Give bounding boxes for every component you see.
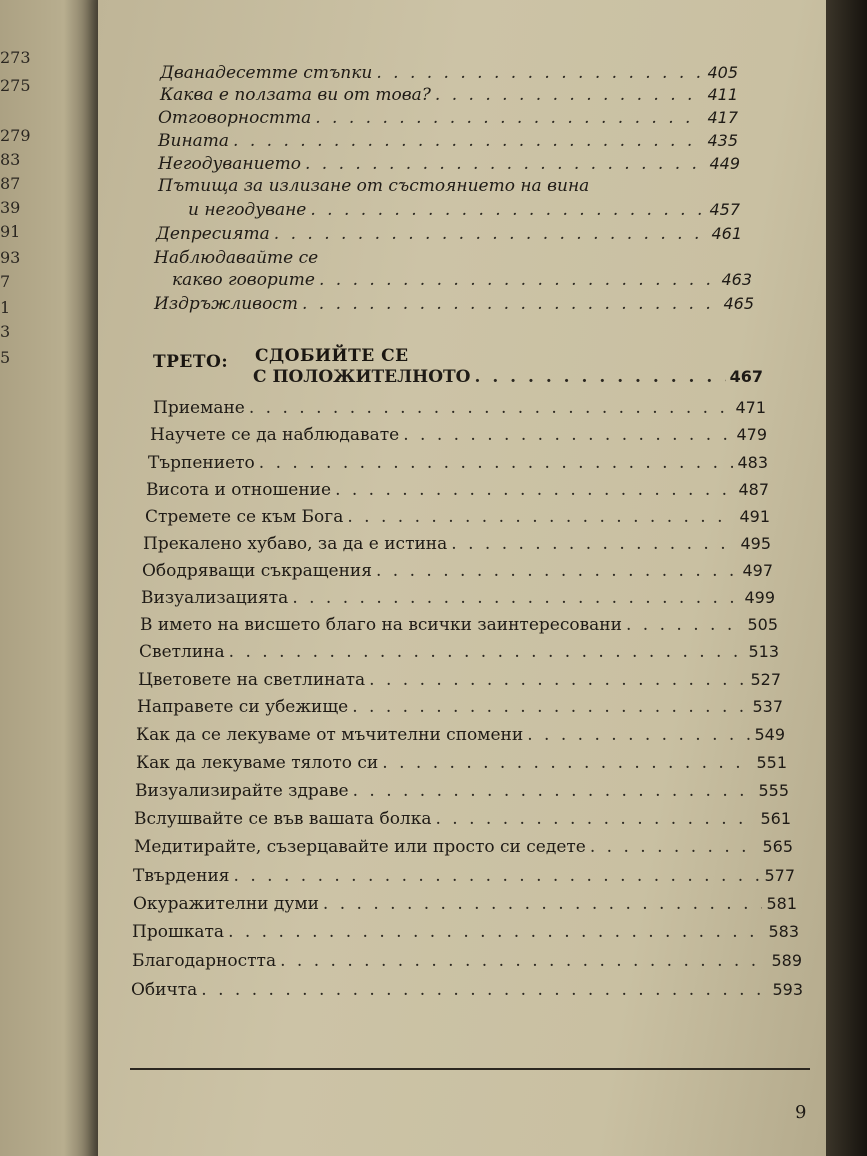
left-page-number: 83 — [0, 150, 21, 169]
toc-leader — [274, 224, 708, 244]
toc-entry-title: какво говорите — [172, 270, 315, 290]
toc-leader — [249, 398, 732, 418]
toc-entry — [133, 866, 795, 890]
toc-entry-page: 461 — [711, 224, 742, 243]
toc-entry-title: Обичта — [131, 980, 198, 1000]
toc-entry-page: 499 — [744, 588, 775, 607]
part-title-line1: СДОБИЙТЕ СЕ — [255, 346, 409, 366]
toc-entry-page: 479 — [736, 425, 767, 444]
toc-entry-page: 435 — [707, 131, 738, 150]
toc-entry — [139, 642, 779, 666]
toc-leader — [280, 951, 767, 971]
toc-leader — [234, 866, 761, 886]
left-page-number: 273 — [0, 48, 31, 67]
toc-entry-page: 463 — [721, 270, 752, 289]
toc-entry-title: Окуражителни думи — [133, 894, 319, 914]
toc-leader — [201, 980, 768, 1000]
toc-leader — [233, 131, 703, 151]
toc-entry — [134, 837, 793, 861]
toc-entry — [134, 809, 791, 833]
toc-entry-page: 555 — [758, 781, 789, 800]
toc-leader — [259, 453, 734, 473]
toc-entry — [158, 108, 738, 132]
toc-entry-page: 457 — [709, 200, 740, 219]
page-number: 9 — [795, 1102, 807, 1123]
toc-leader — [626, 615, 743, 635]
toc-entry — [160, 63, 738, 87]
part-title-line2: С ПОЛОЖИТЕЛНОТО — [253, 367, 471, 387]
toc-entry-title: Медитирайте, съзерцавайте или просто си седете — [134, 837, 586, 857]
toc-entry-title: Цветовете на светлината — [138, 670, 366, 690]
toc-entry-title-line1: Пътища за излизане от състоянието на вина — [158, 176, 590, 196]
toc-entry-title: Стремете се към Бога — [145, 507, 344, 527]
left-page-number: 3 — [0, 322, 11, 341]
toc-entry-page: 491 — [739, 507, 770, 526]
toc-leader — [229, 642, 745, 662]
toc-entry-title: Прошката — [132, 922, 225, 942]
toc-entry — [158, 154, 740, 178]
toc-entry-title: Издръжливост — [154, 294, 298, 314]
toc-entry-page: 583 — [768, 922, 799, 941]
toc-entry — [131, 980, 803, 1004]
toc-entry — [148, 453, 768, 477]
toc-entry-title: Негодуванието — [158, 154, 301, 174]
left-page-number: 1 — [0, 298, 11, 317]
toc-entry — [136, 725, 785, 749]
toc-leader — [590, 837, 759, 857]
toc-entry-page: 589 — [771, 951, 802, 970]
toc-leader — [310, 200, 705, 220]
toc-leader — [451, 534, 736, 554]
toc-leader — [527, 725, 750, 745]
toc-entry-page: 537 — [752, 697, 783, 716]
toc-entry-title: Прекалено хубаво, за да е истина — [143, 534, 448, 554]
dark-background — [826, 0, 867, 1156]
toc-entry — [132, 951, 802, 975]
toc-entry-page: 449 — [709, 154, 740, 173]
toc-entry-page: 513 — [748, 642, 779, 661]
toc-leader — [323, 894, 763, 914]
toc-entry-title: Светлина — [139, 642, 225, 662]
toc-leader — [403, 425, 732, 445]
toc-leader — [305, 154, 706, 174]
toc-leader — [228, 922, 764, 942]
toc-entry — [172, 270, 752, 294]
toc-entry-title: Визуализацията — [141, 588, 289, 608]
toc-leader — [436, 809, 757, 829]
toc-entry — [153, 398, 766, 422]
toc-entry — [137, 697, 783, 721]
toc-leader — [475, 367, 726, 387]
toc-entry-page: 471 — [735, 398, 766, 417]
toc-entry-page: 549 — [754, 725, 785, 744]
toc-entry — [142, 561, 773, 585]
toc-entry-title: В името на висшето благо на всички заинтересовани — [140, 615, 622, 635]
toc-entry — [133, 894, 797, 918]
toc-entry-title: Твърдения — [133, 866, 230, 886]
toc-leader — [319, 270, 718, 290]
toc-entry-page: 551 — [756, 753, 787, 772]
left-page-edge — [0, 0, 100, 1156]
toc-entry-title: Ободряващи съкращения — [142, 561, 372, 581]
toc-entry — [143, 534, 771, 558]
left-page-number: 93 — [0, 248, 21, 267]
left-page-number: 39 — [0, 198, 21, 217]
toc-entry-title: Отговорността — [158, 108, 312, 128]
toc-entry — [141, 588, 775, 612]
toc-leader — [353, 781, 755, 801]
toc-entry-title: Вината — [158, 131, 230, 151]
toc-entry-page: 495 — [740, 534, 771, 553]
toc-entry-page: 561 — [760, 809, 791, 828]
part-title — [253, 367, 763, 391]
toc-leader — [369, 670, 746, 690]
toc-entry-title: Каква е ползата ви от това? — [160, 85, 431, 105]
left-page-number: 5 — [0, 348, 11, 367]
toc-entry-page: 411 — [707, 85, 738, 104]
toc-leader — [376, 63, 703, 83]
toc-leader — [435, 85, 704, 105]
left-page-number: 279 — [0, 126, 31, 145]
left-page-number: 275 — [0, 76, 31, 95]
toc-entry-title: и негодуване — [188, 200, 307, 220]
toc-leader — [315, 108, 703, 128]
toc-entry — [138, 670, 781, 694]
toc-entry-page: 577 — [764, 866, 795, 885]
toc-entry-page: 593 — [772, 980, 803, 999]
toc-leader — [347, 507, 735, 527]
toc-entry-title: Висота и отношение — [146, 480, 332, 500]
toc-entry-title: Визуализирайте здраве — [135, 781, 349, 801]
toc-entry — [188, 200, 740, 224]
toc-entry-title: Вслушвайте се във вашата болка — [134, 809, 432, 829]
toc-entry-page: 487 — [738, 480, 769, 499]
toc-entry — [156, 224, 742, 248]
left-page-number: 87 — [0, 174, 21, 193]
toc-leader — [335, 480, 734, 500]
toc-leader — [352, 697, 748, 717]
toc-entry-page: 417 — [707, 108, 738, 127]
toc-entry — [132, 922, 799, 946]
toc-entry — [158, 131, 738, 155]
footer-rule — [130, 1068, 810, 1070]
toc-entry-page: 565 — [762, 837, 793, 856]
toc-entry — [145, 507, 770, 531]
toc-entry-page: 483 — [737, 453, 768, 472]
toc-entry-page: 405 — [707, 63, 738, 82]
toc-entry-title: Как да се лекуваме от мъчителни спомени — [136, 725, 524, 745]
toc-entry-title: Дванадесетте стъпки — [160, 63, 373, 83]
toc-entry-title: Как да лекуваме тялото си — [136, 753, 379, 773]
toc-entry — [140, 615, 778, 639]
toc-leader — [292, 588, 740, 608]
left-page-number: 91 — [0, 222, 21, 241]
toc-entry — [146, 480, 769, 504]
toc-entry-title: Научете се да наблюдавате — [150, 425, 400, 445]
toc-entry-page: 465 — [723, 294, 754, 313]
toc-leader — [376, 561, 738, 581]
toc-entry-page: 497 — [742, 561, 773, 580]
toc-entry-title: Приемане — [153, 398, 245, 418]
part-label: ТРЕТО: — [153, 352, 229, 372]
toc-entry-title-line1: Наблюдавайте се — [154, 248, 319, 268]
toc-entry-title: Направете си убежище — [137, 697, 349, 717]
toc-entry-title: Търпението — [148, 453, 255, 473]
toc-leader — [382, 753, 752, 773]
toc-entry — [154, 294, 754, 318]
toc-entry-title: Благодарността — [132, 951, 277, 971]
toc-entry — [150, 425, 767, 449]
part-title-page: 467 — [729, 367, 763, 386]
toc-leader — [302, 294, 720, 314]
toc-entry — [135, 781, 789, 805]
toc-entry — [160, 85, 738, 109]
toc-entry-page: 527 — [750, 670, 781, 689]
toc-entry — [136, 753, 787, 777]
toc-entry-page: 505 — [747, 615, 778, 634]
toc-entry-page: 581 — [766, 894, 797, 913]
toc-entry-title: Депресията — [156, 224, 270, 244]
left-page-number: 7 — [0, 272, 11, 291]
